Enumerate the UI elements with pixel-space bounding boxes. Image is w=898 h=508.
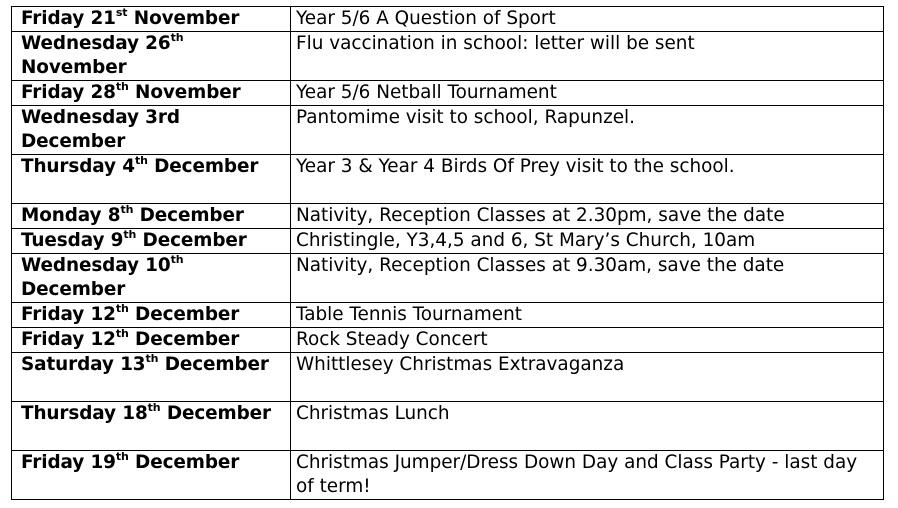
table-row	[12, 229, 884, 254]
table-row	[12, 32, 884, 81]
event-date: Wednesday 26th November	[12, 32, 291, 81]
table-row	[12, 303, 884, 328]
event-description: Christmas Jumper/Dress Down Day and Class Party - last day of term!	[291, 451, 884, 500]
event-date: Friday 12th December	[12, 328, 291, 353]
table-row	[12, 106, 884, 155]
event-description: Year 5/6 A Question of Sport	[291, 7, 884, 32]
event-date: Monday 8th December	[12, 204, 291, 229]
event-date: Wednesday 3rd December	[12, 106, 291, 155]
table-row	[12, 402, 884, 451]
table-row	[12, 254, 884, 303]
event-date: Tuesday 9th December	[12, 229, 291, 254]
event-description: Pantomime visit to school, Rapunzel.	[291, 106, 884, 155]
event-description: Flu vaccination in school: letter will be sent	[291, 32, 884, 81]
event-description: Year 3 & Year 4 Birds Of Prey visit to the school.	[291, 155, 884, 204]
event-date: Wednesday 10th December	[12, 254, 291, 303]
table-row	[12, 328, 884, 353]
events-table	[11, 6, 884, 500]
event-description: Table Tennis Tournament	[291, 303, 884, 328]
event-date: Thursday 18th December	[12, 402, 291, 451]
table-row	[12, 204, 884, 229]
event-date: Friday 28th November	[12, 81, 291, 106]
event-description: Nativity, Reception Classes at 9.30am, save the date	[291, 254, 884, 303]
event-description: Year 5/6 Netball Tournament	[291, 81, 884, 106]
table-row	[12, 81, 884, 106]
event-description: Rock Steady Concert	[291, 328, 884, 353]
table-row	[12, 353, 884, 402]
event-description: Christmas Lunch	[291, 402, 884, 451]
event-date: Friday 21st November	[12, 7, 291, 32]
table-row	[12, 451, 884, 500]
table-row	[12, 7, 884, 32]
table-row	[12, 155, 884, 204]
event-date: Thursday 4th December	[12, 155, 291, 204]
event-date: Friday 12th December	[12, 303, 291, 328]
event-description: Whittlesey Christmas Extravaganza	[291, 353, 884, 402]
event-date: Friday 19th December	[12, 451, 291, 500]
event-date: Saturday 13th December	[12, 353, 291, 402]
event-description: Christingle, Y3,4,5 and 6, St Mary’s Church, 10am	[291, 229, 884, 254]
event-description: Nativity, Reception Classes at 2.30pm, save the date	[291, 204, 884, 229]
